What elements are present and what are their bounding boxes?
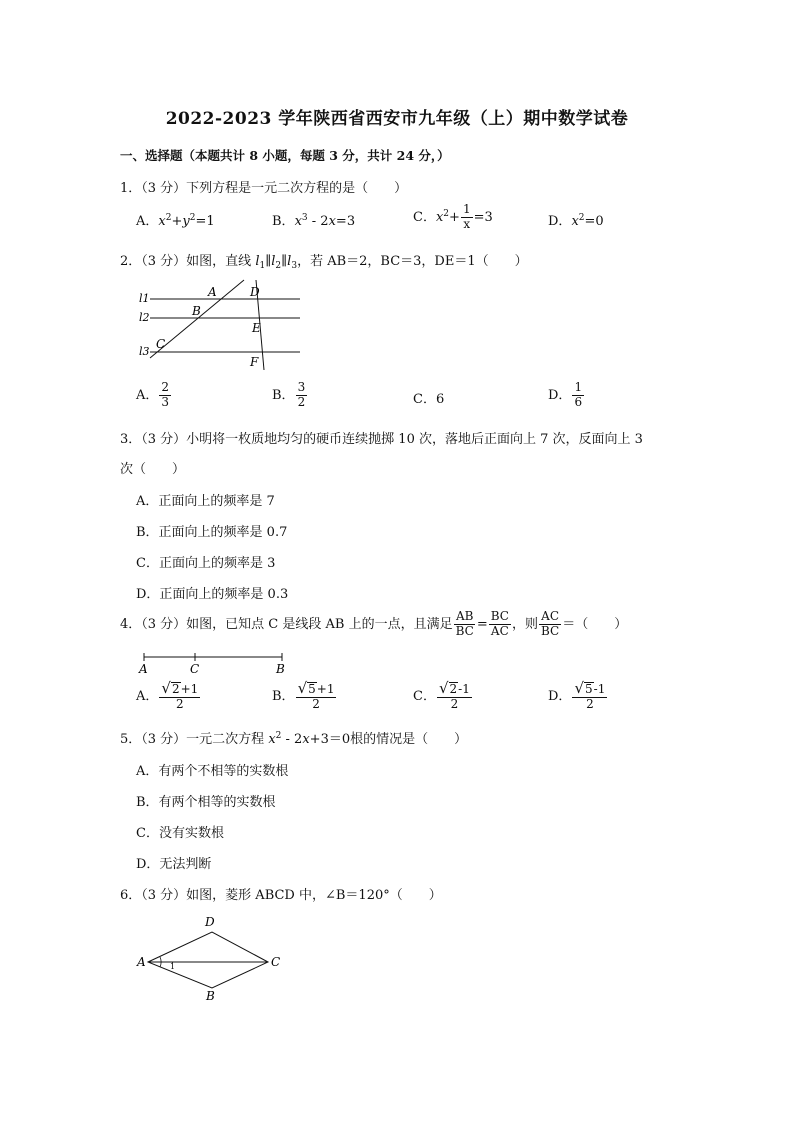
label-B: B — [276, 662, 285, 676]
section-header-choice: 一、选择题（本题共计 8 小题，每题 3 分，共计 24 分，） — [120, 148, 450, 163]
q5-option-a: A．有两个不相等的实数根 — [136, 764, 289, 779]
label-l2: l2 — [139, 311, 150, 324]
question-4-stem: 4．（3 分）如图，已知点 C 是线段 AB 上的一点，且满足 $\frac{AB}{BC}$ = $\frac{BC}{AC}$ ，则 $\frac{AC}{BC}$ ＝（ ） — [120, 609, 628, 638]
rhombus-figure — [134, 912, 284, 1004]
q2-option-d: D． $\frac{1}{6}$ — [548, 380, 583, 409]
label-D: D — [250, 285, 260, 299]
question-2-stem: 2．（3 分）如图，直线 $l_1\parallel l_2\parallel l_3$，若 AB＝2，BC＝3，DE＝1（ ） — [120, 254, 528, 271]
label-l3: l3 — [139, 345, 150, 358]
parallel-lines-figure — [136, 278, 306, 374]
q3-option-d: D．正面向上的频率是 0.3 — [136, 587, 289, 602]
q2-option-a: A． $\frac{2}{3}$ — [136, 380, 170, 409]
label-C: C — [156, 337, 166, 351]
question-1-stem: 1．（3 分）下列方程是一元二次方程的是（ ） — [120, 181, 408, 196]
label-C: C — [271, 955, 281, 969]
q4-option-b: B． √ 5 +1 2 — [272, 679, 335, 711]
q4-option-a: A． √ 2 +1 2 — [136, 679, 199, 711]
q2-option-b: B． $\frac{3}{2}$ — [272, 380, 306, 409]
label-B: B — [192, 304, 201, 318]
q3-option-b: B．正面向上的频率是 0.7 — [136, 525, 288, 540]
segment-figure — [136, 648, 296, 676]
q1-option-d: D．$x^2=0$ — [548, 213, 604, 229]
label-D: D — [205, 915, 215, 929]
q5-option-d: D．无法判断 — [136, 857, 212, 872]
label-angle-1: 1 — [170, 962, 176, 971]
question-3-stem-line2: 次（ ） — [120, 462, 186, 477]
label-B: B — [206, 989, 215, 1003]
q4-option-d: D． √ 5 -1 2 — [548, 679, 606, 711]
label-l1: l1 — [139, 292, 150, 305]
q5-option-b: B．有两个相等的实数根 — [136, 795, 276, 810]
label-A: A — [137, 955, 146, 969]
question-5-stem: 5．（3 分）一元二次方程 $x^2 - 2x+3=0$根的情况是（ ） — [120, 731, 468, 747]
fraction: $\frac{1}{x}$ — [462, 202, 471, 231]
q2-option-c: C．6 — [413, 392, 445, 407]
q4-option-c: C． √ 2 -1 2 — [413, 679, 470, 711]
q1-option-c: C．$x^2+$ $\frac{1}{x}$ =3 — [413, 202, 493, 231]
q3-option-a: A．正面向上的频率是 7 — [136, 494, 275, 509]
q1-option-b: B．$x^3 - 2x=3$ — [272, 213, 356, 229]
page-title: 2022-2023 学年陕西省西安市九年级（上）期中数学试卷 — [165, 109, 629, 129]
label-C: C — [190, 662, 200, 676]
q3-option-c: C．正面向上的频率是 3 — [136, 556, 276, 571]
label-A: A — [139, 662, 148, 676]
question-3-stem-line1: 3．（3 分）小明将一枚质地均匀的硬币连续抛掷 10 次，落地后正面向上 7 次，反面向上 3 — [120, 432, 643, 447]
question-6-stem: 6．（3 分）如图，菱形 ABCD 中，∠B＝120°（ ） — [120, 888, 442, 903]
q1-option-a: A．$x^2+y^2=1$ — [136, 213, 215, 229]
q5-option-c: C．没有实数根 — [136, 826, 224, 841]
label-A: A — [208, 285, 217, 299]
label-E: E — [252, 321, 261, 335]
label-F: F — [250, 355, 259, 369]
